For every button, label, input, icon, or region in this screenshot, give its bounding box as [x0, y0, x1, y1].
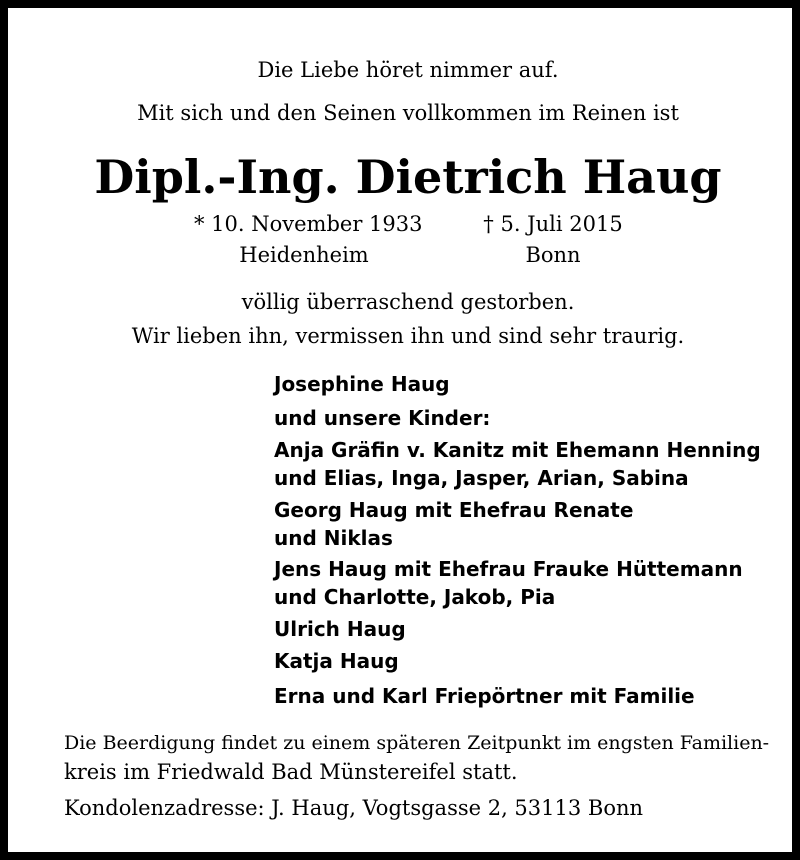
mourner-spouse: Josephine Haug	[274, 372, 450, 396]
death-place: Bonn	[525, 243, 581, 267]
funeral-line-2: kreis im Friedwald Bad Münstereifel statt.	[64, 760, 518, 784]
message-line-1: völlig überraschend gestorben.	[241, 290, 575, 314]
mourner-child-3-line-2: und Charlotte, Jakob, Pia	[274, 585, 556, 609]
mourner-relatives: Erna und Karl Friepörtner mit Familie	[274, 684, 695, 708]
funeral-line-1: Die Beerdigung findet zu einem späteren Zeitpunkt im engsten Familien-	[64, 732, 770, 754]
mourner-child-4: Ulrich Haug	[274, 617, 406, 641]
birth-info	[194, 212, 423, 267]
birth-date: * 10. November 1933	[194, 212, 423, 236]
deceased-name: Dipl.-Ing. Dietrich Haug	[94, 150, 722, 204]
message-line-2: Wir lieben ihn, vermissen ihn und sind sehr traurig.	[131, 324, 685, 348]
mourner-child-2-line-1: Georg Haug mit Ehefrau Renate	[274, 498, 634, 522]
intro-line: Mit sich und den Seinen vollkommen im Reinen ist	[137, 101, 679, 125]
birth-place: Heidenheim	[239, 243, 369, 267]
children-intro: und unsere Kinder:	[274, 406, 491, 430]
mourner-child-2-line-2: und Niklas	[274, 526, 393, 550]
death-info	[478, 214, 628, 266]
mourner-child-1-line-2: und Elias, Inga, Jasper, Arian, Sabina	[274, 466, 689, 490]
death-date: † 5. Juli 2015	[483, 212, 623, 236]
mourner-child-1-line-1: Anja Gräfin v. Kanitz mit Ehemann Henning	[274, 438, 761, 462]
condolence-address: Kondolenzadresse: J. Haug, Vogtsgasse 2, 53113 Bonn	[64, 796, 644, 820]
mourner-child-5: Katja Haug	[274, 649, 399, 673]
mourner-child-3-line-1: Jens Haug mit Ehefrau Frauke Hüttemann	[274, 557, 743, 581]
bible-quote: Die Liebe höret nimmer auf.	[257, 58, 559, 82]
